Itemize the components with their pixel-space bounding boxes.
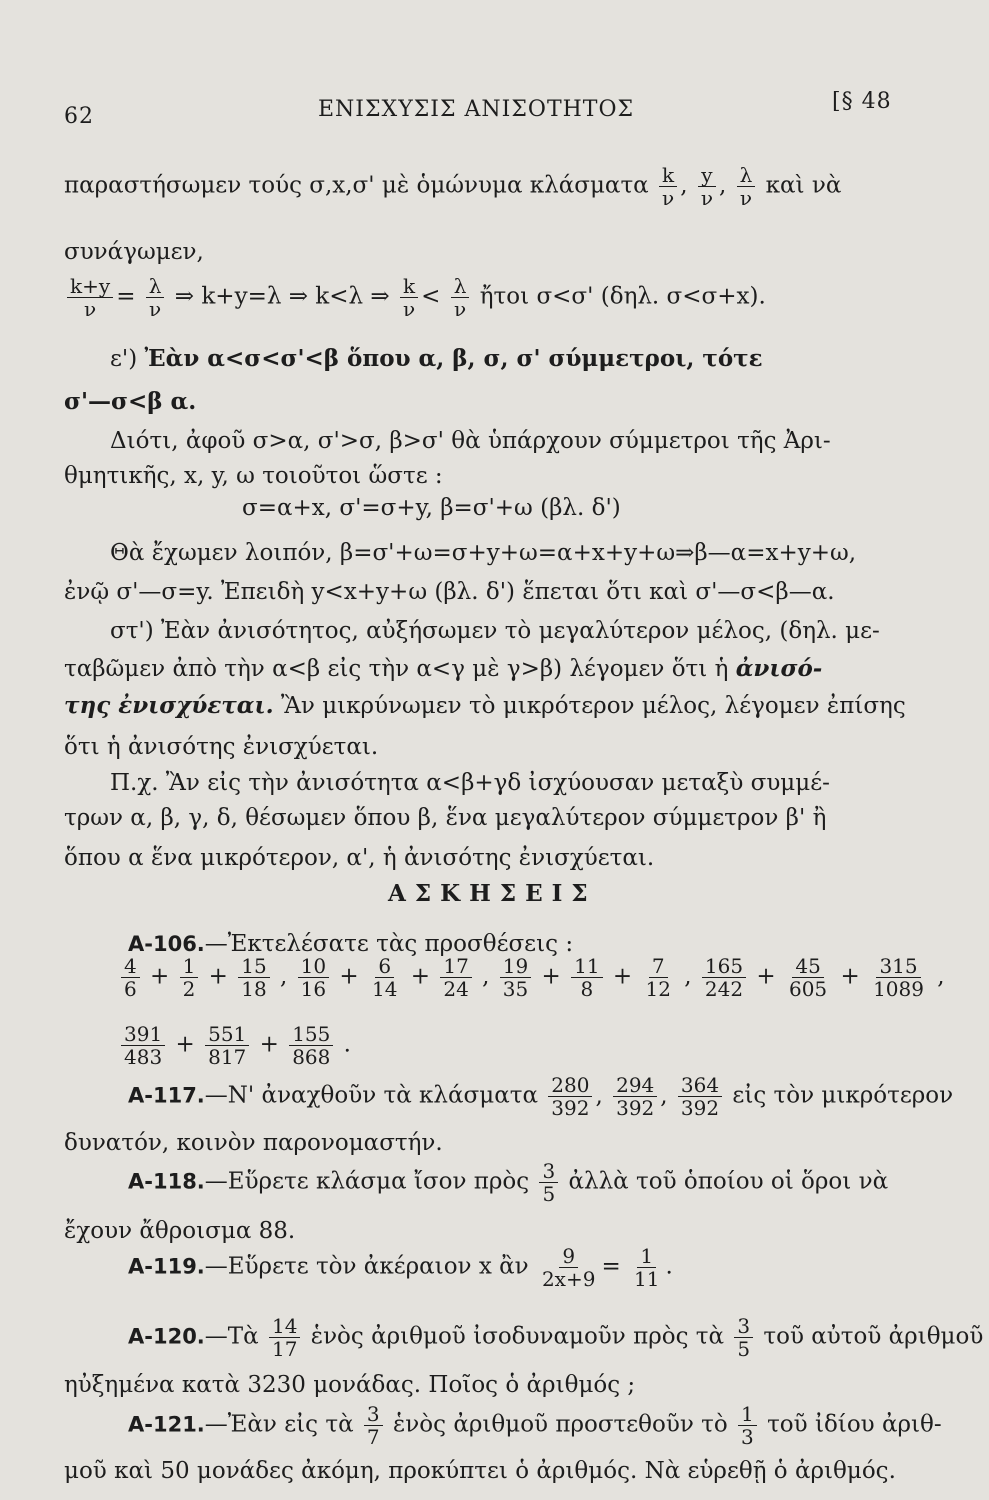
fraction: $\frac{165}{242}$ — [702, 955, 746, 1000]
fraction: $\frac{k+y}{\nu}$ — [67, 275, 113, 320]
exercise-a117: Α-117.—Ν' ἀναχθοῦν τὰ κλάσματα $\frac{280}{392}$ , $\frac{294}{392}$ , $\frac{364}{392}$ εἰς τὸν μικρότερον — [128, 1073, 954, 1120]
fraction: $\frac{1}{11}$ — [634, 1244, 660, 1291]
text-line: θμητικῆς, x, y, ω τοιοῦτοι ὥστε : — [64, 463, 443, 489]
fraction-row: $\frac{4}{6}$ + $\frac{1}{2}$ + $\frac{15}{18}$ , $\frac{10}{16}$ + $\frac{6}{14}$ + $\frac{17}{24}$ , $\frac{19}{35}$ + $\frac{11}{8}$ + $\frac{7}{12}$ , $\frac{165}{242}$ + $\frac{45}{605}$ + $\frac{315}{1089}$ , — [118, 955, 945, 1000]
fraction: $\frac{15}{18}$ — [238, 955, 269, 1000]
fraction: $\frac{14}{17}$ — [269, 1315, 300, 1360]
fraction: $\frac{364}{392}$ — [678, 1074, 722, 1119]
text-line: ἐνῷ σ'—σ=y. Ἐπειδὴ y<x+y+ω (βλ. δ') ἕπεται ὅτι καὶ σ'—σ<β—α. — [64, 579, 835, 605]
fraction: $\frac{4}{6}$ — [121, 955, 140, 1000]
fraction: $\frac{280}{392}$ — [548, 1074, 592, 1119]
fraction: $\frac{9}{2x+9}$ — [541, 1244, 596, 1291]
text-line: παραστήσωμεν τούς σ,x,σ' μὲ ὁμώνυμα κλάσματα $\frac{k}{\nu}$ , $\frac{y}{\nu}$ , $\frac{\lambda}{\nu}$ καὶ νὰ — [64, 163, 842, 210]
fraction: $\frac{294}{392}$ — [613, 1074, 657, 1119]
text-line: Διότι, ἀφοῦ σ>α, σ'>σ, β>σ' θὰ ὑπάρχουν σύμμετροι τῆς Ἀρι- — [110, 428, 831, 454]
fraction: $\frac{3}{5}$ — [539, 1160, 558, 1205]
text-line: Π.χ. Ἂν εἰς τὴν ἀνισότητα α<β+γδ ἰσχύουσαν μεταξὺ συμμέ- — [110, 770, 830, 796]
fraction: $\frac{7}{12}$ — [645, 954, 671, 1001]
exercise-a106: Α-106.—Ἐκτελέσατε τὰς προσθέσεις : — [128, 931, 574, 957]
fraction: $\frac{19}{35}$ — [500, 955, 531, 1000]
fraction: $\frac{\lambda}{\nu}$ — [146, 275, 165, 320]
fraction: $\frac{k}{\nu}$ — [659, 164, 677, 209]
fraction: $\frac{1}{2}$ — [180, 955, 199, 1000]
fraction: $\frac{y}{\nu}$ — [698, 164, 716, 209]
fraction: $\frac{45}{605}$ — [788, 954, 828, 1001]
fraction: $\frac{k}{\nu}$ — [400, 275, 418, 320]
text-line: της ἐνισχύεται. Ἂν μικρύνωμεν τὸ μικρότερον μέλος, λέγομεν ἐπίσης — [64, 692, 906, 719]
exercise-a120: Α-120.—Τὰ $\frac{14}{17}$ ἑνὸς ἀριθμοῦ ἰσοδυναμοῦν πρὸς τὰ $\frac{3}{5}$ τοῦ αὐτοῦ ἀριθμοῦ — [128, 1314, 984, 1361]
text-line: στ') Ἐὰν ἀνισότητος, αὐξήσωμεν τὸ μεγαλύτερον μέλος, (δηλ. με- — [110, 618, 880, 644]
fraction: $\frac{3}{5}$ — [734, 1315, 753, 1360]
fraction-row: $\frac{391}{483}$ + $\frac{551}{817}$ + $\frac{155}{868}$ . — [118, 1023, 351, 1068]
text-line: Θὰ ἔχωμεν λοιπόν, β=σ'+ω=σ+y+ω=α+x+y+ω⇒β—α=x+y+ω, — [110, 540, 857, 566]
text-line: ηὐξημένα κατὰ 3230 μονάδας. Ποῖος ὁ ἀριθμός ; — [64, 1372, 636, 1398]
fraction: $\frac{3}{7}$ — [364, 1403, 383, 1448]
text-line: τρων α, β, γ, δ, θέσωμεν ὅπου β, ἕνα μεγαλύτερον σύμμετρον β' ἢ — [64, 805, 827, 831]
exercise-a121: Α-121.—Ἐὰν εἰς τὰ $\frac{3}{7}$ ἑνὸς ἀριθμοῦ προστεθοῦν τὸ $\frac{1}{3}$ τοῦ ἰδίου ἀριθ- — [128, 1402, 942, 1449]
text-line: ταβῶμεν ἀπὸ τὴν α<β εἰς τὴν α<γ μὲ γ>β) λέγομεν ὅτι ἡ ἀνισό- — [64, 655, 823, 682]
fraction: $\frac{155}{868}$ — [289, 1023, 333, 1068]
text-line: δυνατόν, κοινὸν παρονομαστήν. — [64, 1130, 443, 1156]
text-line: ὅπου α ἕνα μικρότερον, α', ἡ ἀνισότης ἐνισχύεται. — [64, 845, 655, 871]
fraction: $\frac{6}{14}$ — [372, 954, 398, 1001]
exercise-a118: Α-118.—Εὕρετε κλάσμα ἴσον πρὸς $\frac{3}{5}$ ἀλλὰ τοῦ ὁποίου οἱ ὅροι νὰ — [128, 1159, 889, 1206]
fraction: $\frac{551}{817}$ — [205, 1023, 249, 1068]
fraction: $\frac{315}{1089}$ — [873, 954, 924, 1001]
page-title: ΕΝΙΣΧΥΣΙΣ ΑΝΙΣΟΤΗΤΟΣ — [318, 97, 635, 122]
property-heading: ε') Ἐὰν α<σ<σ'<β ὅπου α, β, σ, σ' σύμμετροι, τότε — [110, 345, 763, 372]
fraction: $\frac{\lambda}{\nu}$ — [737, 164, 756, 209]
text-line: ὅτι ἡ ἀνισότης ἐνισχύεται. — [64, 734, 379, 760]
equation-line: $\frac{k+y}{\nu}$ = $\frac{\lambda}{\nu}$ ⇒ k+y=λ ⇒ k<λ ⇒ $\frac{k}{\nu}$ < $\frac{\lambda}{\nu}$ ἤτοι σ<σ' (δηλ. σ<σ+x). — [64, 275, 766, 320]
fraction: $\frac{10}{16}$ — [298, 955, 329, 1000]
equation-line: σ=α+x, σ'=σ+y, β=σ'+ω (βλ. δ') — [242, 495, 621, 521]
fraction: $\frac{1}{3}$ — [738, 1403, 757, 1448]
exercises-heading: ΑΣΚΗΣΕΙΣ — [388, 880, 597, 907]
fraction: $\frac{\lambda}{\nu}$ — [451, 275, 470, 320]
section-ref: [§ 48 — [832, 89, 892, 114]
text-line: ἔχουν ἄθροισμα 88. — [64, 1218, 296, 1244]
fraction: $\frac{391}{483}$ — [121, 1023, 165, 1068]
page-number: 62 — [64, 104, 94, 129]
text-line: μοῦ καὶ 50 μονάδες ἀκόμη, προκύπτει ὁ ἀριθμός. Νὰ εὑρεθῇ ὁ ἀριθμός. — [64, 1458, 896, 1484]
text-line: συνάγωμεν, — [64, 239, 204, 265]
fraction: $\frac{11}{8}$ — [571, 955, 602, 1000]
exercise-a119: Α-119.—Εὕρετε τὸν ἀκέραιον x ἂν $\frac{9}{2x+9}$ = $\frac{1}{11}$ . — [128, 1244, 673, 1291]
property-heading-cont: σ'—σ<β α. — [64, 388, 197, 415]
fraction: $\frac{17}{24}$ — [440, 955, 471, 1000]
